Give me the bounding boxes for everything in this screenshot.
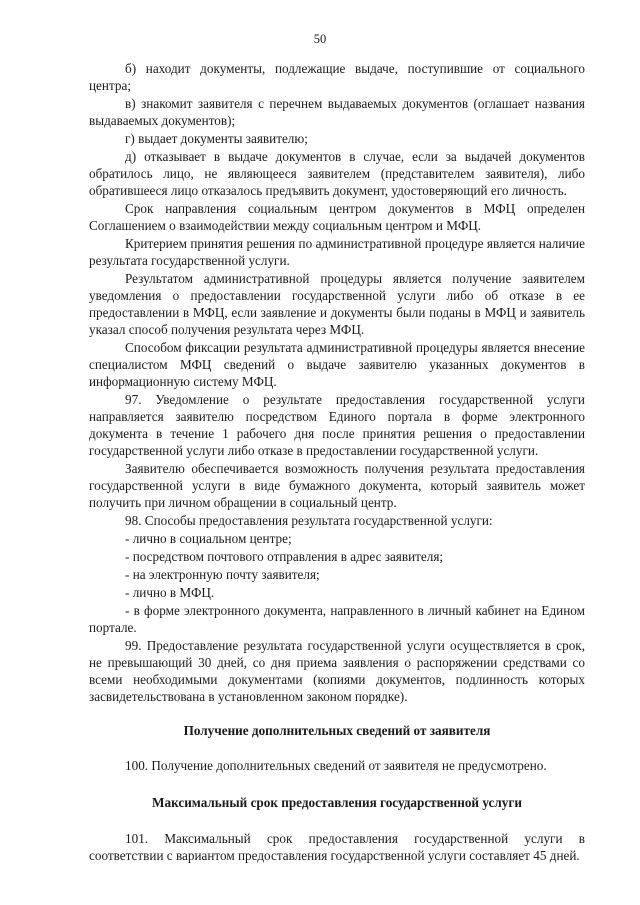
section-heading-additional-info: Получение дополнительных сведений от заявителя [183, 723, 491, 738]
paragraph-paper-copy: Заявителю обеспечивается возможность получения результата предоставления государственной услуги в виде бумажного документа, который заявитель может получить при личном обращении в социальный центр. [89, 461, 585, 510]
list-item: - лично в МФЦ. [125, 585, 215, 600]
list-item: - на электронную почту заявителя; [125, 567, 320, 582]
paragraph-101: 101. Максимальный срок предоставления государственной услуги в соответствии с вариантом предоставления государственной услуги составляет 45 дней. [89, 831, 585, 863]
page-number: 50 [313, 32, 327, 46]
document-body [89, 60, 585, 864]
list-item: - в форме электронного документа, направленного в личный кабинет на Едином портале. [89, 603, 585, 635]
paragraph-criterion: Критерием принятия решения по административной процедуре является наличие результата государственной услуги. [89, 236, 585, 268]
paragraph-97: 97. Уведомление о результате предоставления государственной услуги направляется заявителю посредством Единого портала в форме электронного документа в течение 1 рабочего дня после принятия решения о предоставлении государственной услуги либо отказе в предоставлении государственной услуги. [89, 392, 585, 458]
paragraph-deadline: Срок направления социальным центром документов в МФЦ определен Соглашением о взаимодействии между социальным центром и МФЦ. [89, 201, 585, 233]
paragraph-98: 98. Способы предоставления результата государственной услуги: [125, 513, 493, 528]
paragraph-d: д) отказывает в выдаче документов в случае, если за выдачей документов обратилось лицо, не являющееся заявителем (представителем заявителя), либо обратившееся лицо отказалось предъявить документ, удостоверяющий его личность. [89, 149, 585, 198]
paragraph-fixation: Способом фиксации результата административной процедуры является внесение специалистом МФЦ сведений о выдаче заявителю указанных документов в информационную систему МФЦ. [89, 340, 585, 389]
paragraph-100: 100. Получение дополнительных сведений от заявителя не предусмотрено. [125, 758, 547, 773]
paragraph-g: г) выдает документы заявителю; [125, 131, 308, 146]
paragraph-b: б) находит документы, подлежащие выдаче, поступившие от социального центра; [89, 61, 585, 93]
paragraph-99: 99. Предоставление результата государственной услуги осуществляется в срок, не превышающий 30 дней, со дня приема заявления о распоряжении средствами со всеми необходимыми документами (копиями документов, подлинность которых засвидетельствована в установленном законом порядке). [89, 638, 585, 704]
list-item: - посредством почтового отправления в адрес заявителя; [125, 549, 444, 564]
section-heading-max-term: Максимальный срок предоставления государственной услуги [152, 795, 522, 810]
paragraph-result: Результатом административной процедуры является получение заявителем уведомления о предоставлении государственной услуги либо об отказе в ее предоставлении в МФЦ, если заявление и документы были поданы в МФЦ и заявитель указал способ получения результата через МФЦ. [89, 271, 585, 337]
paragraph-v: в) знакомит заявителя с перечнем выдаваемых документов (оглашает названия выдаваемых документов); [89, 96, 585, 128]
list-item: - лично в социальном центре; [125, 531, 292, 546]
